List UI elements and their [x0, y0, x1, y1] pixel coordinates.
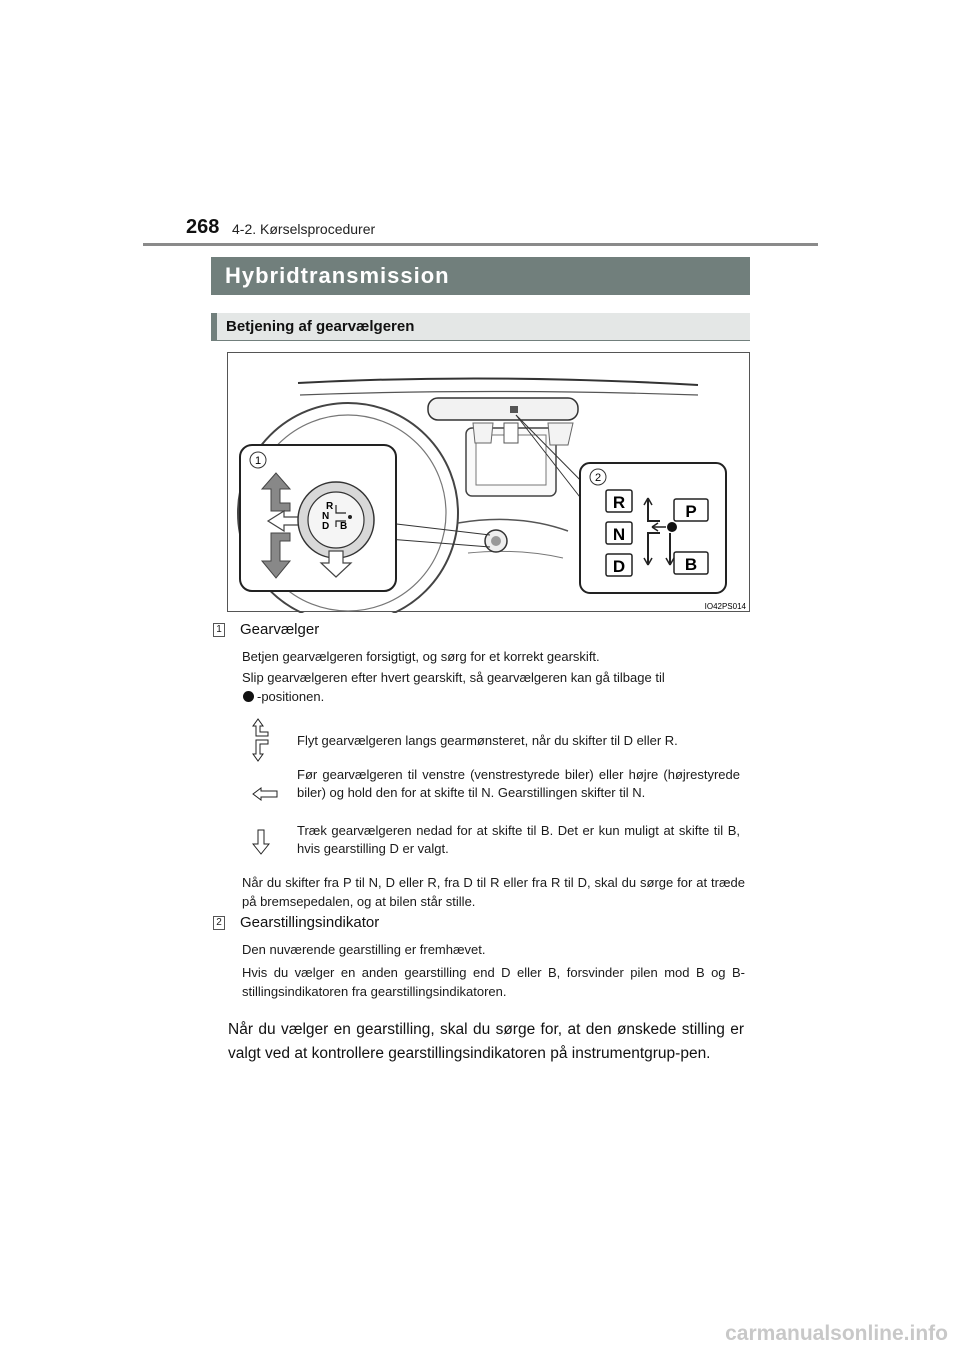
item-2-heading	[213, 914, 379, 931]
section-title: Hybridtransmission	[225, 263, 450, 288]
item-title: Gearvælger	[240, 621, 320, 638]
indicator-letter-n: N	[612, 525, 626, 544]
paragraph-text: Slip gearvælgeren efter hvert gearskift, så gearvælgeren kan gå tilbage til	[242, 670, 665, 685]
note-paragraph: Når du skifter fra P til N, D eller R, fra D til R eller fra R til D, skal du sørge for at træde på bremsepedalen, og at bilen står stille.	[242, 875, 745, 909]
header-rule	[143, 243, 818, 246]
item-title: Gearstillingsindikator	[240, 914, 380, 931]
left-arrow-icon	[252, 787, 278, 801]
black-dot-icon	[243, 691, 254, 702]
lever-letter-b: B	[340, 521, 348, 532]
item-1-heading	[213, 621, 319, 638]
zigzag-arrows-icon	[252, 718, 274, 762]
paragraph: Betjen gearvælgeren forsigtigt, og sørg for et korrekt gearskift.	[242, 649, 600, 664]
callout-2-label: 2	[594, 472, 602, 484]
down-arrow-icon	[252, 829, 270, 855]
subsection-bar	[211, 313, 750, 341]
instruction-text: Flyt gearvælgeren langs gearmønsteret, når du skifter til D eller R.	[297, 733, 678, 748]
running-header: 4-2. Kørselsprocedurer	[232, 221, 376, 237]
paragraph: Hvis du vælger en anden gearstilling end D eller B, forsvinder pilen mod B og B-stillingsindikatoren fra gearstillingsindikatoren.	[242, 965, 745, 999]
lever-letter-r: R	[326, 501, 334, 512]
paragraph	[242, 668, 745, 706]
subsection-title: Betjening af gearvælgeren	[226, 318, 415, 335]
callout-1-label: 1	[254, 455, 262, 467]
paragraph: Den nuværende gearstilling er fremhævet.	[242, 942, 486, 957]
section-title-bar	[211, 257, 750, 295]
indicator-letter-d: D	[612, 557, 626, 576]
figure-code: IO42PS014	[704, 602, 746, 611]
closing-paragraph: Når du vælger en gearstilling, skal du sørge for, at den ønskede stilling er valgt ved at kontrollere gearstillingsindikatoren på instrumentgrup-pen.	[228, 1021, 744, 1062]
item-number-badge: 2	[213, 916, 225, 930]
dashboard-illustration	[227, 352, 750, 612]
paragraph-text: -positionen.	[257, 689, 325, 704]
instruction-text: Før gearvælgeren til venstre (venstrestyrede biler) eller højre (højrestyrede biler) og hold den for at skifte til N. Gearstillingen skifter til N.	[297, 767, 740, 800]
indicator-letter-b: B	[684, 555, 698, 574]
instruction-text: Træk gearvælgeren nedad for at skifte til B. Det er kun muligt at skifte til B, hvis gearstilling D er valgt.	[297, 823, 740, 856]
indicator-letter-p: P	[685, 502, 697, 521]
lever-letter-n: N	[322, 511, 330, 522]
indicator-letter-r: R	[612, 493, 626, 512]
lever-letter-d: D	[322, 521, 330, 532]
page-number: 268	[186, 216, 220, 238]
footer-watermark: carmanualsonline.info	[725, 1322, 948, 1345]
item-number-badge: 1	[213, 623, 225, 637]
